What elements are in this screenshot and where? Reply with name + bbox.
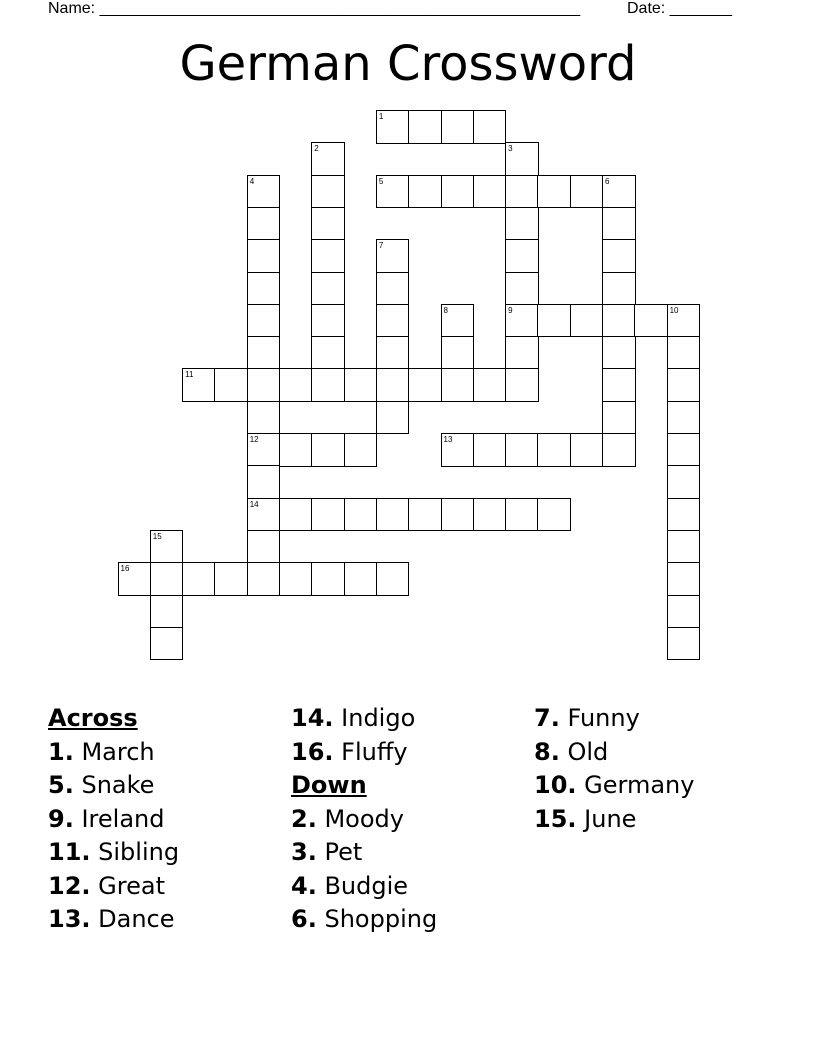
clue-item-text: Ireland xyxy=(81,804,165,833)
clue-item xyxy=(48,870,179,904)
grid-cell[interactable] xyxy=(667,595,701,629)
grid-cell[interactable] xyxy=(279,498,313,532)
grid-cell[interactable] xyxy=(311,304,345,338)
clue-column-1 xyxy=(48,702,179,937)
clue-item-number: 1. xyxy=(48,737,74,766)
clue-number: 2 xyxy=(314,144,319,154)
grid-cell[interactable] xyxy=(214,368,248,402)
grid-cell[interactable] xyxy=(247,465,281,499)
clue-item-number: 7. xyxy=(534,704,560,732)
clue-number: 7 xyxy=(378,241,384,251)
grid-cell[interactable] xyxy=(247,498,281,532)
grid-cell[interactable] xyxy=(505,336,539,370)
clue-item-text: Germany xyxy=(584,771,695,799)
clue-item-number: 3. xyxy=(291,838,317,866)
clue-item-number: 16. xyxy=(291,737,334,766)
grid-cell[interactable] xyxy=(344,368,378,402)
grid-cell[interactable] xyxy=(473,368,507,402)
grid-cell[interactable] xyxy=(311,368,345,402)
clue-number: 5 xyxy=(378,176,384,186)
clue-item xyxy=(291,803,437,837)
clue-item xyxy=(291,870,437,904)
grid-cell[interactable] xyxy=(279,433,313,467)
grid-cell[interactable] xyxy=(279,562,313,596)
down-heading: Down xyxy=(291,771,367,799)
clue-item xyxy=(534,702,694,736)
grid-cell[interactable] xyxy=(376,175,410,209)
grid-cell[interactable] xyxy=(667,433,701,467)
clue-item-number: 15. xyxy=(534,804,577,833)
grid-cell[interactable] xyxy=(150,530,184,564)
grid-cell[interactable] xyxy=(505,304,539,338)
grid-cell[interactable] xyxy=(667,530,701,564)
grid-cell[interactable] xyxy=(247,530,281,564)
grid-cell[interactable] xyxy=(247,207,281,241)
clue-item-number: 13. xyxy=(48,905,91,933)
grid-cell[interactable] xyxy=(376,239,410,273)
grid-cell[interactable] xyxy=(182,562,216,596)
grid-cell[interactable] xyxy=(311,207,345,241)
clue-item-number: 12. xyxy=(48,871,91,900)
grid-cell[interactable] xyxy=(311,272,345,306)
grid-cell[interactable] xyxy=(408,110,442,144)
grid-cell[interactable] xyxy=(311,433,345,467)
clue-item-number: 8. xyxy=(534,737,560,766)
grid-cell[interactable] xyxy=(602,368,636,402)
clue-number: 9 xyxy=(508,305,513,315)
grid-cell[interactable] xyxy=(311,142,345,176)
grid-cell[interactable] xyxy=(376,336,410,370)
clue-number: 3 xyxy=(508,144,513,154)
clue-item-text: Dance xyxy=(98,905,175,933)
grid-cell[interactable] xyxy=(150,562,184,596)
grid-cell[interactable] xyxy=(311,562,345,596)
grid-cell[interactable] xyxy=(311,336,345,370)
grid-cell[interactable] xyxy=(376,368,410,402)
grid-cell[interactable] xyxy=(408,498,442,532)
clue-item xyxy=(48,903,179,937)
grid-cell[interactable] xyxy=(505,207,539,241)
grid-cell[interactable] xyxy=(376,304,410,338)
clue-item xyxy=(291,736,437,770)
clue-item-text: Great xyxy=(98,871,165,900)
clue-number: 13 xyxy=(443,435,453,444)
grid-cell[interactable] xyxy=(311,498,345,532)
grid-cell[interactable] xyxy=(150,627,184,661)
clue-number: 16 xyxy=(120,564,130,574)
clue-item xyxy=(48,769,179,803)
grid-cell[interactable] xyxy=(505,175,539,209)
grid-cell[interactable] xyxy=(505,368,539,402)
grid-cell[interactable] xyxy=(537,304,571,338)
grid-cell[interactable] xyxy=(376,110,410,144)
grid-cell[interactable] xyxy=(441,175,475,209)
clue-item-text: Funny xyxy=(567,704,640,732)
clue-item-number: 4. xyxy=(291,871,317,900)
grid-cell[interactable] xyxy=(441,498,475,532)
grid-cell[interactable] xyxy=(441,336,475,370)
clue-item-text: Indigo xyxy=(341,704,416,732)
grid-cell[interactable] xyxy=(247,304,281,338)
grid-cell[interactable] xyxy=(667,336,701,370)
grid-cell[interactable] xyxy=(182,368,216,402)
grid-cell[interactable] xyxy=(537,498,571,532)
grid-cell[interactable] xyxy=(408,368,442,402)
grid-cell[interactable] xyxy=(247,239,281,273)
grid-cell[interactable] xyxy=(311,239,345,273)
date-field-label: Date: _______ xyxy=(627,0,732,17)
grid-cell[interactable] xyxy=(602,401,636,435)
clue-item-text: March xyxy=(81,737,155,766)
grid-cell[interactable] xyxy=(408,175,442,209)
clue-item-text: Shopping xyxy=(324,905,438,933)
grid-cell[interactable] xyxy=(570,304,604,338)
clue-item-number: 10. xyxy=(534,771,577,799)
clue-item xyxy=(291,702,437,736)
grid-cell[interactable] xyxy=(602,304,636,338)
grid-cell[interactable] xyxy=(602,239,636,273)
across-heading: Across xyxy=(48,704,138,732)
grid-cell[interactable] xyxy=(667,401,701,435)
clue-item-text: Old xyxy=(567,737,609,766)
grid-cell[interactable] xyxy=(473,110,507,144)
grid-cell[interactable] xyxy=(667,627,701,661)
clue-number: 1 xyxy=(378,112,384,121)
clue-item-text: Moody xyxy=(324,804,404,833)
clue-column-2 xyxy=(291,702,437,937)
grid-cell[interactable] xyxy=(602,207,636,241)
grid-cell[interactable] xyxy=(441,304,475,338)
grid-cell[interactable] xyxy=(473,175,507,209)
clue-item xyxy=(534,803,694,837)
grid-cell[interactable] xyxy=(376,272,410,306)
grid-cell[interactable] xyxy=(150,595,184,629)
name-field-label: Name: ______________________________________________________ xyxy=(48,0,581,17)
grid-cell[interactable] xyxy=(667,562,701,596)
clue-number: 6 xyxy=(605,176,610,186)
page-title: German Crossword xyxy=(179,36,637,92)
grid-cell[interactable] xyxy=(667,304,701,338)
grid-cell[interactable] xyxy=(602,175,636,209)
grid-cell[interactable] xyxy=(634,304,668,338)
grid-cell[interactable] xyxy=(473,433,507,467)
grid-cell[interactable] xyxy=(247,433,281,467)
clue-number: 12 xyxy=(249,435,259,444)
clue-column-3 xyxy=(534,702,694,836)
grid-cell[interactable] xyxy=(441,368,475,402)
clue-item-number: 9. xyxy=(48,804,74,833)
clue-number: 15 xyxy=(152,531,162,541)
grid-cell[interactable] xyxy=(344,433,378,467)
grid-cell[interactable] xyxy=(667,368,701,402)
grid-cell[interactable] xyxy=(118,562,152,596)
clue-item xyxy=(291,836,437,870)
grid-cell[interactable] xyxy=(344,562,378,596)
clue-number: 14 xyxy=(249,499,259,509)
clue-item xyxy=(291,903,437,937)
clue-item-number: 6. xyxy=(291,905,317,933)
grid-cell[interactable] xyxy=(473,498,507,532)
grid-cell[interactable] xyxy=(247,272,281,306)
grid-cell[interactable] xyxy=(441,110,475,144)
grid-cell[interactable] xyxy=(602,272,636,306)
grid-cell[interactable] xyxy=(214,562,248,596)
clue-item-text: Budgie xyxy=(324,871,409,900)
grid-cell[interactable] xyxy=(505,239,539,273)
clue-item xyxy=(534,769,694,803)
grid-cell[interactable] xyxy=(505,142,539,176)
grid-cell[interactable] xyxy=(376,401,410,435)
clue-item-text: Snake xyxy=(81,771,155,799)
grid-cell[interactable] xyxy=(376,562,410,596)
grid-cell[interactable] xyxy=(570,433,604,467)
clue-item-text: Sibling xyxy=(98,838,180,866)
clue-item xyxy=(534,736,694,770)
clue-number: 10 xyxy=(669,305,679,315)
grid-cell[interactable] xyxy=(505,272,539,306)
grid-cell[interactable] xyxy=(537,433,571,467)
grid-cell[interactable] xyxy=(441,433,475,467)
clue-item-number: 11. xyxy=(48,838,91,866)
clue-item-number: 5. xyxy=(48,771,74,799)
clue-item-number: 14. xyxy=(291,704,334,732)
grid-cell[interactable] xyxy=(505,498,539,532)
grid-cell[interactable] xyxy=(570,175,604,209)
grid-cell[interactable] xyxy=(667,498,701,532)
grid-cell[interactable] xyxy=(247,336,281,370)
clue-item-number: 2. xyxy=(291,804,317,833)
grid-cell[interactable] xyxy=(376,498,410,532)
clue-number: 8 xyxy=(443,305,448,315)
clue-number: 4 xyxy=(249,176,255,186)
grid-cell[interactable] xyxy=(311,175,345,209)
grid-cell[interactable] xyxy=(505,433,539,467)
clue-item-text: June xyxy=(584,804,637,833)
clue-item xyxy=(48,803,179,837)
clue-item xyxy=(48,736,179,770)
grid-cell[interactable] xyxy=(247,175,281,209)
grid-cell[interactable] xyxy=(247,562,281,596)
grid-cell[interactable] xyxy=(537,175,571,209)
clue-item-text: Pet xyxy=(324,838,363,866)
clue-number: 11 xyxy=(185,370,194,380)
grid-cell[interactable] xyxy=(602,336,636,370)
clue-item-text: Fluffy xyxy=(341,737,408,766)
grid-cell[interactable] xyxy=(667,465,701,499)
grid-cell[interactable] xyxy=(279,368,313,402)
grid-cell[interactable] xyxy=(247,368,281,402)
grid-cell[interactable] xyxy=(247,401,281,435)
grid-cell[interactable] xyxy=(344,498,378,532)
clue-item xyxy=(48,836,179,870)
grid-cell[interactable] xyxy=(602,433,636,467)
